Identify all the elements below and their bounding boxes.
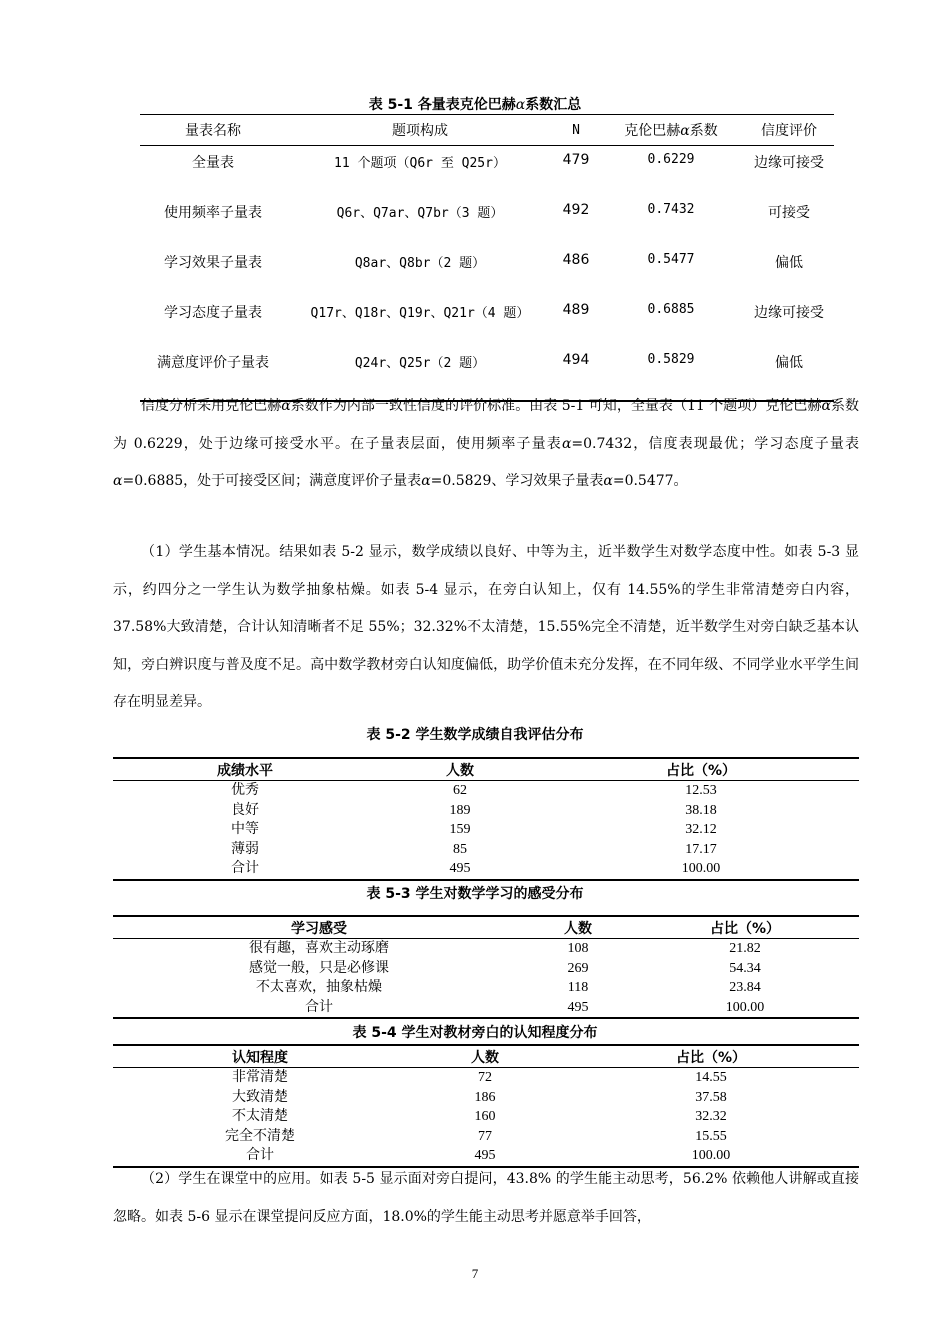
table-header-row: [113, 1045, 859, 1068]
cell: 495: [449, 861, 471, 877]
cell: 495: [567, 999, 589, 1015]
table-5-1-caption: 表 5-1 各量表克伦巴赫α系数汇总: [368, 97, 582, 113]
cell: 合计: [305, 999, 333, 1015]
col-header: 人数: [377, 758, 543, 781]
table-row: [113, 939, 859, 959]
cell: 感觉一般，只是必修课: [249, 960, 389, 976]
cell: 85: [453, 841, 467, 857]
table-row: [140, 250, 834, 300]
col-header-scale: 量表名称: [140, 115, 286, 146]
scale-name: 学习态度子量表: [164, 305, 262, 321]
table-row: [113, 820, 859, 840]
cell: 54.34: [729, 960, 761, 976]
table-row: [113, 1127, 859, 1147]
scale-n: 489: [562, 302, 590, 318]
scale-items: Q24r、Q25r（2 题）: [354, 356, 486, 371]
table-row: [113, 998, 859, 1019]
col-header-eval: 信度评价: [744, 115, 834, 146]
cell: 100.00: [725, 999, 765, 1015]
cell: 189: [449, 802, 471, 818]
cell: 良好: [231, 802, 259, 818]
scale-name: 学习效果子量表: [164, 255, 262, 271]
scale-n: 486: [562, 252, 590, 268]
scale-alpha: 0.6885: [647, 302, 695, 317]
scale-eval: 边缘可接受: [754, 305, 824, 321]
col-header: 人数: [525, 916, 631, 939]
col-header-items: 题项构成: [286, 115, 554, 146]
scale-n: 494: [562, 352, 590, 368]
cell: 37.58: [695, 1089, 727, 1105]
cell: 62: [453, 783, 467, 799]
cell: 优秀: [231, 783, 259, 799]
cell: 32.32: [695, 1109, 727, 1125]
cell: 38.18: [685, 802, 717, 818]
scale-name: 使用频率子量表: [164, 205, 262, 221]
cell: 32.12: [685, 822, 717, 838]
col-header: 占比（%）: [563, 1045, 859, 1068]
cell: 72: [478, 1070, 492, 1086]
cell: 很有趣，喜欢主动琢磨: [249, 941, 389, 957]
cell: 中等: [231, 822, 259, 838]
col-header: 成绩水平: [113, 758, 377, 781]
table-row: [113, 859, 859, 880]
cell: 23.84: [729, 980, 761, 996]
table-5-2-caption: 表 5-2 学生数学成绩自我评估分布: [366, 727, 584, 743]
table-row: [113, 781, 859, 801]
cell: 14.55: [695, 1070, 727, 1086]
cell: 合计: [246, 1148, 274, 1164]
table-row: [140, 146, 834, 201]
scale-n: 479: [562, 152, 590, 168]
paragraph-basic-info: （1）学生基本情况。结果如表 5-2 显示，数学成绩以良好、中等为主，近半数学生对数学态度中性。如表 5-3 显示，约四分之一学生认为数学抽象枯燥。如表 5-4 显示，在旁白认知上，仅有 14.55%的学生非常清楚旁白内容，37.58%大致清楚，合计认知清晰者不足 55%；32.32%不太清楚，15.55%完全不清楚，近半数学生对旁白缺乏基本认知，旁白辨识度与普及度不足。高中数学教材旁白认知度偏低，助学价值未充分发挥，在不同年级、不同学业水平学生间存在明显差异。: [113, 544, 859, 710]
col-header-alpha: 克伦巴赫α系数: [598, 115, 744, 146]
table-5-4-caption: 表 5-4 学生对教材旁白的认知程度分布: [352, 1025, 598, 1041]
cell: 159: [449, 822, 471, 838]
paragraph-reliability: 信度分析采用克伦巴赫α系数作为内部一致性信度的评价标准。由表 5-1 可知，全量表（11 个题项）克伦巴赫α系数为 0.6229，处于边缘可接受水平。在子量表层面，使用频率子量表α=0.7432，信度表现最优；学习态度子量表α=0.6885，处于可接受区间；满意度评价子量表α=0.5829、学习效果子量表α=0.5477。: [113, 398, 860, 489]
cell: 12.53: [685, 783, 717, 799]
cell: 不太喜欢，抽象枯燥: [256, 980, 382, 996]
cell: 21.82: [729, 941, 761, 957]
table-5-3: [113, 915, 859, 1019]
table-header-row: [113, 758, 859, 781]
scale-items: Q8ar、Q8br（2 题）: [354, 256, 486, 271]
table-header-row: [113, 916, 859, 939]
cell: 77: [478, 1128, 492, 1144]
scale-name: 全量表: [192, 155, 234, 171]
scale-n: 492: [562, 202, 590, 218]
col-header: 占比（%）: [543, 758, 859, 781]
cell: 完全不清楚: [225, 1128, 295, 1144]
scale-items: Q6r、Q7ar、Q7br（3 题）: [336, 206, 504, 221]
paragraph-classroom: （2）学生在课堂中的应用。如表 5-5 显示面对旁白提问，43.8% 的学生能主动思考，56.2% 依赖他人讲解或直接忽略。如表 5-6 显示在课堂提问反应方面，18.0%的学生能主动思考并愿意举手回答，: [113, 1171, 859, 1225]
col-header: 人数: [407, 1045, 563, 1068]
cell: 160: [474, 1109, 496, 1125]
page-number: 7: [471, 1266, 479, 1281]
scale-alpha: 0.5829: [647, 352, 695, 367]
scale-eval: 偏低: [775, 255, 803, 271]
cell: 108: [567, 941, 589, 957]
scale-eval: 偏低: [775, 355, 803, 371]
scale-eval: 边缘可接受: [754, 155, 824, 171]
col-header: 认知程度: [113, 1045, 407, 1068]
cell: 合计: [231, 861, 259, 877]
table-row: [113, 959, 859, 979]
cell: 186: [474, 1089, 496, 1105]
cell: 大致清楚: [232, 1089, 288, 1105]
scale-name: 满意度评价子量表: [157, 355, 269, 371]
col-header: 占比（%）: [631, 916, 859, 939]
scale-items: 11 个题项（Q6r 至 Q25r）: [334, 156, 506, 171]
cell: 118: [567, 980, 589, 996]
cell: 100.00: [691, 1148, 731, 1164]
alpha-symbol: α: [515, 97, 526, 113]
scale-alpha: 0.7432: [647, 202, 695, 217]
table-5-4: [113, 1044, 859, 1168]
table-row: [113, 1107, 859, 1127]
table-5-2: [113, 757, 859, 881]
cell: 269: [567, 960, 589, 976]
table-row: [140, 200, 834, 250]
table-5-1: [140, 114, 834, 402]
table-row: [113, 1068, 859, 1088]
table-row: [113, 1088, 859, 1108]
scale-items: Q17r、Q18r、Q19r、Q21r（4 题）: [310, 306, 530, 321]
table-row: [113, 978, 859, 998]
cell: 100.00: [681, 861, 721, 877]
scale-alpha: 0.6229: [647, 152, 695, 167]
table-5-3-caption: 表 5-3 学生对数学学习的感受分布: [366, 886, 584, 902]
cell: 17.17: [685, 841, 717, 857]
table-header-row: [140, 115, 834, 146]
cell: 薄弱: [231, 841, 259, 857]
scale-eval: 可接受: [768, 205, 810, 221]
cell: 15.55: [695, 1128, 727, 1144]
table-row: [140, 300, 834, 350]
col-header: 学习感受: [113, 916, 525, 939]
table-row: [113, 801, 859, 821]
col-header-n: N: [554, 115, 598, 146]
cell: 不太清楚: [232, 1109, 288, 1125]
scale-alpha: 0.5477: [647, 252, 695, 267]
cell: 495: [474, 1148, 496, 1164]
cell: 非常清楚: [232, 1070, 288, 1086]
table-row: [113, 840, 859, 860]
